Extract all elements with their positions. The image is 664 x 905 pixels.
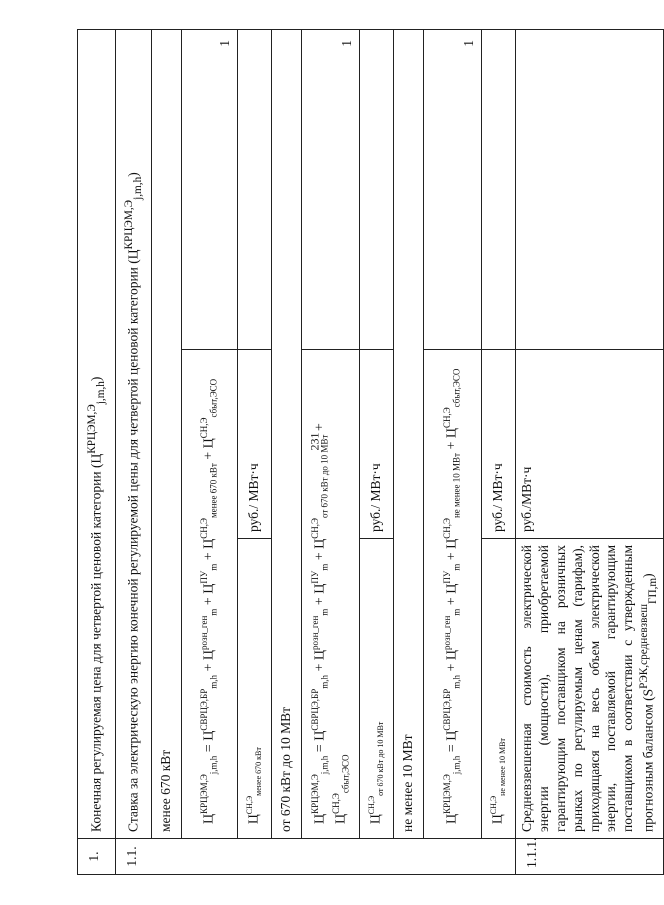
table-row (302, 30, 360, 875)
unit-cell: руб./ МВт·ч (482, 350, 516, 539)
table-row (238, 30, 272, 875)
formula-cell: $Ц^{КРЦЭМ,Э}_{j,m,h} = Ц^{СВРЦЭ,БР}_{m,h} + Ц^{розн\_ген}_m + Ц^{ПУ}_m + Ц^{СН,Э}_{от 670 кВт до 10 МВт} + Ц^{СН,Э}_{сбыт,ЭСО}$ (302, 350, 360, 839)
row-title: Ставка за электрическую энергию конечной регулируемой цены для четвертой ценовой категории $(Ц^{КРЦЭМ,Э}_{j,m,h})$ (116, 30, 152, 839)
symbol-cell: $Ц^{СН,Э}_{не менее 10 МВт}$ (482, 539, 516, 839)
table-row (360, 30, 394, 875)
table-row (482, 30, 516, 875)
value-cell (360, 30, 394, 350)
unit-cell: руб./ МВт·ч (238, 350, 272, 539)
formula-cell: $Ц^{КРЦЭМ,Э}_{j,m,h} = Ц^{СВРЦЭ,БР}_{m,h} + Ц^{розн\_ген}_m + Ц^{ПУ}_m + Ц^{СН,Э}_{менее 670 кВт} + Ц^{СН,Э}_{сбыт,ЭСО}$ (182, 350, 238, 839)
table-row (78, 30, 116, 875)
page-number: 231 (307, 432, 322, 451)
value-cell (238, 30, 272, 350)
document-table-frame (77, 30, 660, 875)
table-row (394, 30, 424, 875)
group-heading: от 670 кВт до 10 МВт (272, 30, 302, 839)
row-title: Конечная регулируемая цена для четвертой ценовой категории $(Ц^{КРЦЭМ,Э}_{j,m,h})$ (78, 30, 116, 839)
value-cell (482, 30, 516, 350)
table-row (516, 30, 664, 875)
symbol-cell: $Ц^{СН,Э}_{менее 670 кВт}$ (238, 539, 272, 839)
formula-cell: $Ц^{КРЦЭМ,Э}_{j,m,h} = Ц^{СВРЦЭ,БР}_{m,h} + Ц^{розн\_ген}_m + Ц^{ПУ}_m + Ц^{СН,Э}_{не менее 10 МВт} + Ц^{СН,Э}_{сбыт,ЭСО}$ (424, 350, 482, 839)
unit-cell: руб./МВт·ч (516, 350, 664, 539)
table-row (182, 30, 238, 875)
row-description: Средневзвешенная стоимость электрической энергии (мощности), приобретаемой гарантирующим поставщиком на розничных рынках по регулируемым ценам (тарифам), приходящаяся на весь объем электрической энергии, поставляемой гарантирующим поставщиком в соответствии с утвержденным прогнозным балансом $(S^{РЭК,средневзвеш}_{ГП,m})$ (516, 539, 664, 839)
unit-cell: руб./ МВт·ч (360, 350, 394, 539)
table-row (424, 30, 482, 875)
row-number: 1. (78, 839, 116, 875)
group-heading: не менее 10 МВт (394, 30, 424, 839)
table-row (152, 30, 182, 875)
value-cell (516, 30, 664, 350)
reference-mark: 1 (424, 30, 482, 350)
group-heading: менее 670 кВт (152, 30, 182, 839)
table-row (272, 30, 302, 875)
reference-mark: 1 (182, 30, 238, 350)
row-number: 1.1.1. (516, 839, 664, 875)
tariff-table-rotated (77, 30, 660, 875)
symbol-cell: $Ц^{СН,Э}_{от 670 кВт до 10 МВт}$ (360, 539, 394, 839)
row-number: 1.1. (116, 839, 516, 875)
table-row (116, 30, 152, 875)
tariff-table (77, 29, 664, 875)
reference-mark: 1 (302, 30, 360, 350)
